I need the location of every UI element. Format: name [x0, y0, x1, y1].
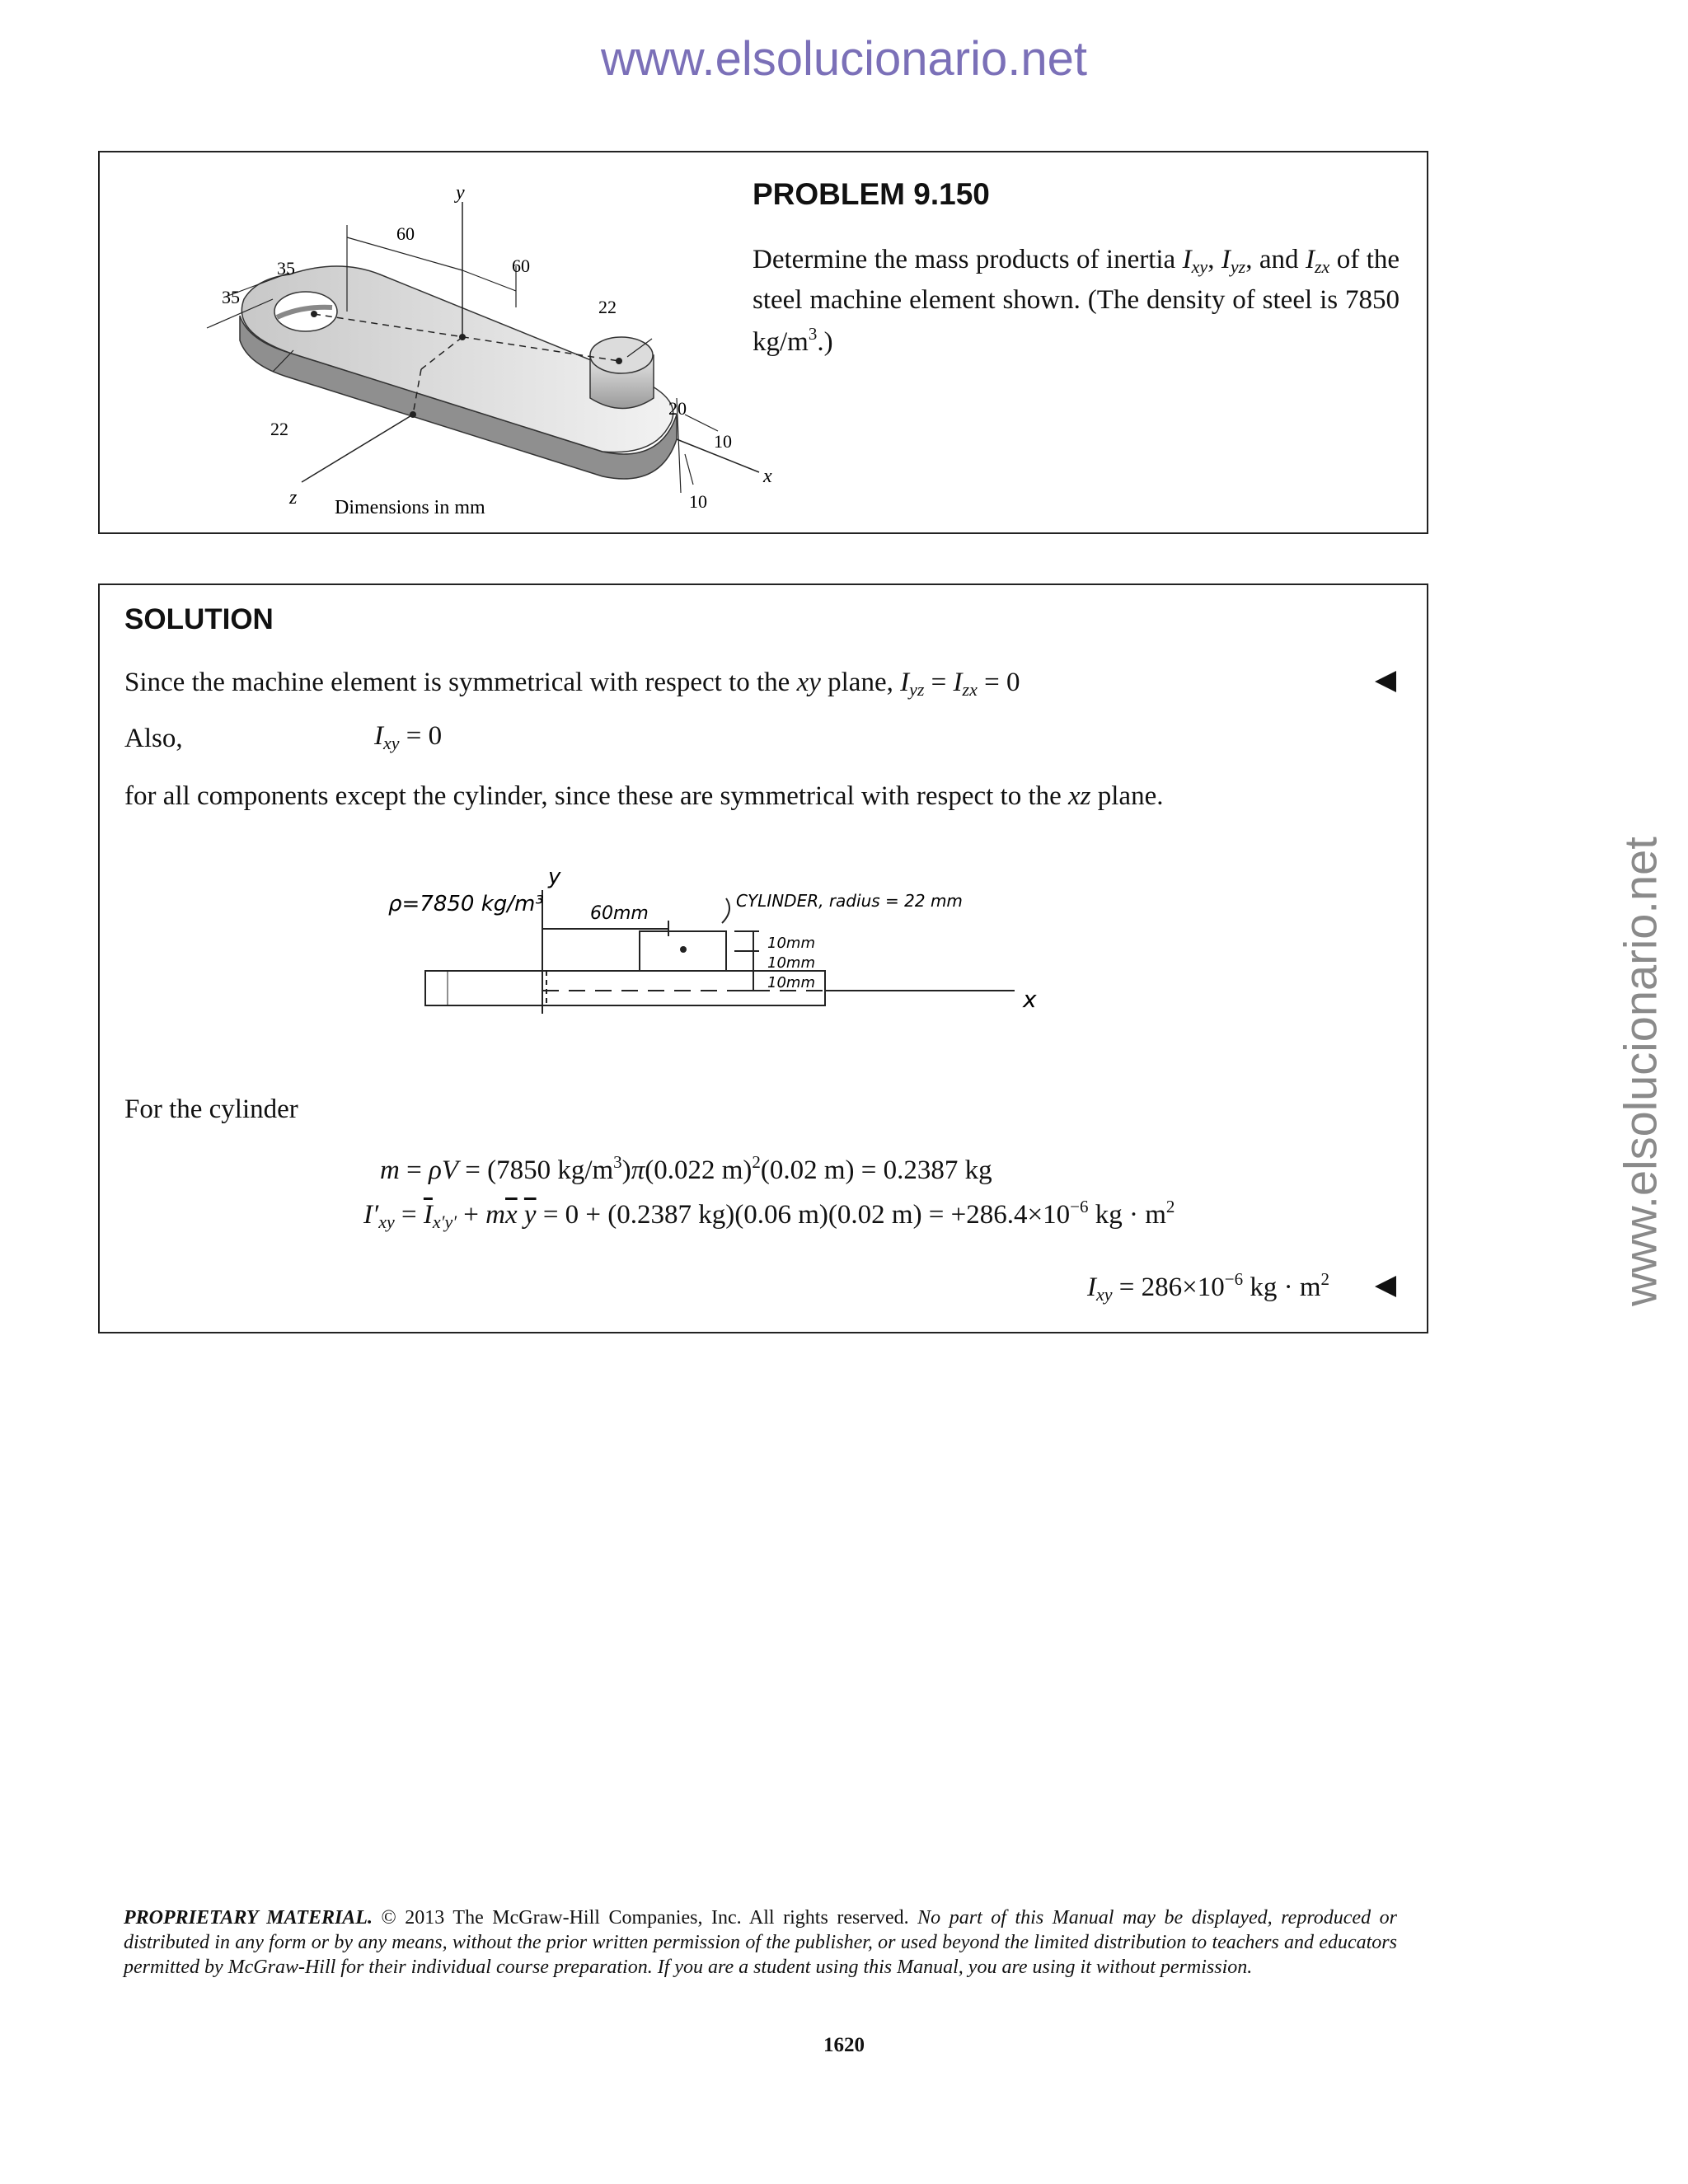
final-answer: $I_{xy} = 286\times 10^{-6}$ kg · $m^2$ — [1087, 1269, 1330, 1305]
machine-element-figure — [149, 176, 776, 522]
answer-marker-1 — [1375, 671, 1396, 692]
dim-20: 20 — [668, 398, 687, 419]
watermark-side[interactable]: www.elsolucionario.net — [1614, 837, 1667, 1306]
dim-22a: 22 — [598, 297, 617, 317]
axis-x-label: x — [763, 466, 772, 487]
for-cylinder-label: For the cylinder — [124, 1094, 298, 1124]
mass-equation: m = ρV = (7850 $kg/m^3)\pi(0.022$ m)$^2$(0.02 m) = 0.2387 kg — [380, 1152, 992, 1185]
dim-60b: 60 — [512, 255, 530, 276]
solution-box — [98, 583, 1428, 1333]
side-view-sketch — [388, 865, 1212, 1055]
axis-z-label: z — [289, 487, 298, 509]
watermark-top[interactable]: www.elsolucionario.net — [601, 32, 1087, 86]
ixy-zero-equation: $I_{xy} = 0$ — [374, 721, 443, 753]
sketch-10mm-3: 10mm — [767, 974, 815, 991]
dim-10b: 10 — [689, 491, 707, 512]
problem-box — [98, 151, 1428, 534]
figure-caption: Dimensions in mm — [335, 497, 485, 518]
sketch-60mm-label: 60mm — [590, 903, 649, 924]
axis-y-label: y — [456, 182, 465, 204]
sketch-density-label: ρ=7850 kg/m³ — [388, 892, 544, 916]
problem-title: PROBLEM 9.150 — [753, 177, 990, 211]
sketch-10mm-2: 10mm — [767, 954, 815, 972]
sketch-10mm-1: 10mm — [767, 935, 815, 952]
sketch-y-label: y — [548, 865, 561, 889]
dim-60a: 60 — [396, 223, 415, 244]
dim-10a: 10 — [714, 431, 732, 452]
components-statement: for all components except the cylinder, since these are symmetrical with respect to the xz plane. — [124, 781, 1164, 811]
page-number: 1620 — [823, 2034, 865, 2056]
answer-marker-2 — [1375, 1276, 1396, 1297]
sketch-x-label: x — [1023, 986, 1037, 1013]
sketch-cylinder-label: CYLINDER, radius = 22 mm — [736, 891, 963, 911]
copyright-footer: PROPRIETARY MATERIAL. © 2013 The McGraw-Hill Companies, Inc. All rights reserved. No part of this Manual may be displayed, reproduced or distributed in any form or by any means, without the prior written permission of the publisher, or used beyond the limited distribution to teachers and educators permitted by McGraw-Hill for their individual course preparation. If you are a student using this Manual, you are using it without permission. — [124, 1907, 1397, 1978]
product-of-inertia-equation: $I'_{xy} = \overline{I}_{x'y'} + m\overline{x}$ $\overline{y} = 0 + (0.2387$ kg)(0.06 m)(0.02 $m) = +286.4\times 10^{-6}$ kg · $m^2$ — [363, 1197, 1175, 1232]
symmetry-statement: Since the machine element is symmetrical with respect to the xy plane, $I_{yz} = I_{zx} = 0$ — [124, 668, 1020, 700]
solution-title: SOLUTION — [124, 603, 274, 635]
dim-35b: 35 — [222, 287, 240, 307]
problem-statement: Determine the mass products of inertia $I_{xy}$, $I_{yz}$, and $I_{zx}$ of the steel machine element shown. (The density of steel is 7850 $kg/m^3$.) — [753, 245, 1400, 357]
dim-35a: 35 — [277, 258, 295, 279]
dim-22b: 22 — [270, 419, 288, 439]
also-label: Also, — [124, 724, 183, 753]
